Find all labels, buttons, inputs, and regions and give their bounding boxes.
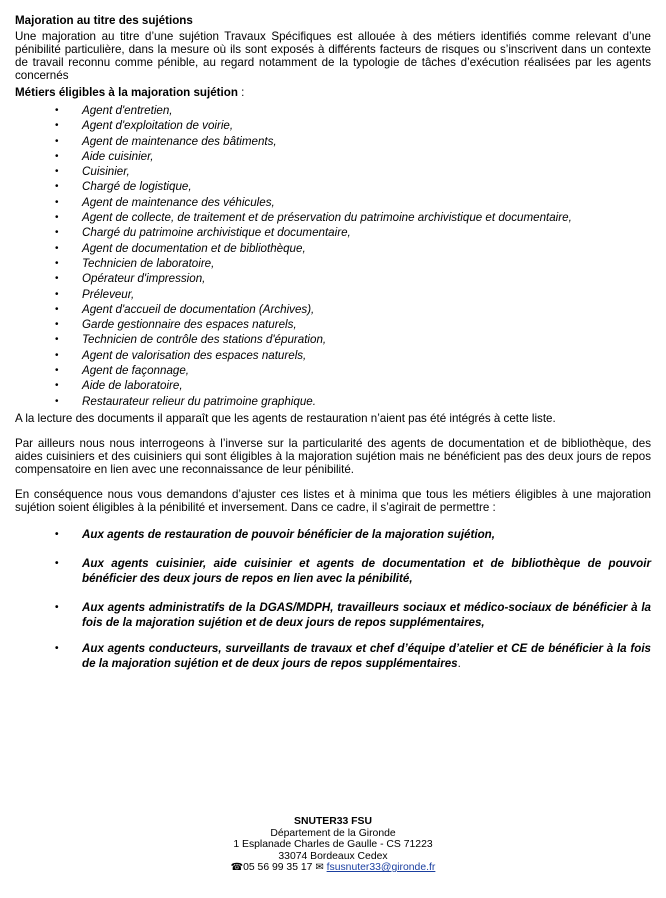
bullet-icon: •: [55, 150, 59, 162]
job-list-item: [15, 363, 651, 378]
requests-list: [15, 527, 651, 671]
request-text: Aux agents conducteurs, surveillants de travaux et chef d’équipe d’atelier et CE de bénéficier à la fois de la majoration sujétion et de deux jours de repos supplémentaires: [82, 641, 651, 670]
job-label: Agent de documentation et de bibliothèque,: [82, 241, 306, 255]
job-label: Agent de façonnage,: [82, 364, 190, 378]
request-list-item: [15, 600, 651, 630]
job-list-item: [15, 348, 651, 363]
job-list-item: [15, 210, 651, 225]
footer-city: 33074 Bordeaux Cedex: [278, 850, 388, 862]
job-list-item: [15, 195, 651, 210]
job-list-item: [15, 287, 651, 302]
job-label: Restaurateur relieur du patrimoine graphique.: [82, 394, 316, 408]
job-label: Agent de maintenance des bâtiments,: [82, 134, 277, 148]
bullet-icon: •: [55, 365, 59, 377]
job-list-item: [15, 394, 651, 409]
envelope-icon: ✉: [315, 862, 324, 873]
bullet-icon: •: [55, 181, 59, 193]
bullet-icon: •: [55, 212, 59, 224]
footer-email-link[interactable]: fsusnuter33@gironde.fr: [326, 862, 436, 873]
job-list-item: [15, 378, 651, 393]
bullet-icon: •: [55, 273, 59, 285]
job-label: Technicien de laboratoire,: [82, 256, 215, 270]
eligible-heading-colon: :: [237, 86, 245, 99]
job-label: Agent de valorisation des espaces naturels,: [82, 348, 307, 362]
bullet-icon: •: [55, 135, 59, 147]
footer: [0, 816, 666, 874]
bullet-icon: •: [55, 303, 59, 315]
telephone-icon: ☎: [230, 862, 244, 873]
request-text: Aux agents administratifs de la DGAS/MDPH, travailleurs sociaux et médico-sociaux de bénéficier à la fois de la majoration sujétion et de deux jours de repos supplémentaires,: [82, 600, 651, 629]
bullet-icon: •: [55, 319, 59, 331]
job-label: Opérateur d'impression,: [82, 272, 206, 286]
bullet-icon: •: [55, 642, 59, 654]
job-list-item: [15, 332, 651, 347]
job-label: Aide de laboratoire,: [82, 379, 183, 393]
job-label: Chargé de logistique,: [82, 180, 192, 194]
job-label: Préleveur,: [82, 287, 135, 301]
bullet-icon: •: [55, 601, 59, 613]
bullet-icon: •: [55, 120, 59, 132]
eligible-heading-text: Métiers éligibles à la majoration sujétion: [15, 86, 238, 99]
paragraph-interrogation: Par ailleurs nous nous interrogeons à l’inverse sur la particularité des agents de documentation et de bibliothèque, des aides cuisiniers et des cuisiniers qui sont éligibles à la majoration sujétion mais ne bénéficient pas des deux jours de repos compensatoire en lien avec une reconnaissance de leur pénibilité.: [15, 436, 651, 476]
footer-department: Département de la Gironde: [270, 827, 396, 839]
job-list-item: [15, 118, 651, 133]
job-list-item: [15, 103, 651, 118]
footer-address: 1 Esplanade Charles de Gaulle - CS 71223: [233, 839, 433, 850]
final-period: .: [457, 656, 461, 670]
job-label: Agent d'accueil de documentation (Archives),: [82, 302, 315, 316]
footer-contact: [0, 862, 666, 874]
intro-paragraph: Une majoration au titre d’une sujétion Travaux Spécifiques est allouée à des métiers identifiés comme relevant d’une pénibilité particulière, dans la mesure où ils sont exposés à différents facteurs de risques ou s’inscrivent dans un contexte de travail reconnu comme pénible, au regard notamment de la typologie de tâches d’exécution réalisées par les agents concernés: [15, 30, 651, 82]
bullet-icon: •: [55, 257, 59, 269]
bullet-icon: •: [55, 227, 59, 239]
eligible-jobs-list: [15, 103, 651, 409]
paragraph-consequence: En conséquence nous vous demandons d’ajuster ces listes et à minima que tous les métiers éligibles à une majoration sujétion soient éligibles à la pénibilité et inversement. Dans ce cadre, il s’agirait de permettre :: [15, 487, 651, 514]
job-label: Agent d'exploitation de voirie,: [82, 119, 234, 133]
bullet-icon: •: [55, 242, 59, 254]
request-text: Aux agents de restauration de pouvoir bénéficier de la majoration sujétion,: [82, 527, 495, 541]
request-list-item: [15, 556, 651, 586]
section-title: Majoration au titre des sujétions: [15, 14, 193, 27]
job-list-item: [15, 149, 651, 164]
job-list-item: [15, 225, 651, 240]
job-list-item: [15, 256, 651, 271]
footer-org: SNUTER33 FSU: [294, 816, 372, 827]
job-label: Technicien de contrôle des stations d'épuration,: [82, 333, 327, 347]
job-label: Agent de maintenance des véhicules,: [82, 195, 275, 209]
bullet-icon: •: [55, 557, 59, 569]
bullet-icon: •: [55, 528, 59, 540]
job-list-item: [15, 134, 651, 149]
bullet-icon: •: [55, 349, 59, 361]
bullet-icon: •: [55, 380, 59, 392]
request-list-item: [15, 527, 651, 542]
job-label: Garde gestionnaire des espaces naturels,: [82, 318, 297, 332]
bullet-icon: •: [55, 288, 59, 300]
eligible-heading: [15, 86, 651, 100]
bullet-icon: •: [55, 105, 59, 116]
bullet-icon: •: [55, 334, 59, 346]
job-list-item: [15, 317, 651, 332]
job-list-item: [15, 164, 651, 179]
paragraph-restauration: A la lecture des documents il apparaît que les agents de restauration n’aient pas été intégrés à cette liste.: [15, 411, 556, 425]
job-list-item: [15, 241, 651, 256]
footer-phone: 05 56 99 35 17: [243, 862, 313, 873]
job-list-item: [15, 302, 651, 317]
bullet-icon: •: [55, 196, 59, 208]
job-list-item: [15, 179, 651, 194]
job-label: Agent d'entretien,: [82, 104, 173, 117]
bullet-icon: •: [55, 395, 59, 407]
document-page: [15, 14, 651, 671]
job-label: Chargé du patrimoine archivistique et documentaire,: [82, 226, 351, 240]
bullet-icon: •: [55, 166, 59, 178]
job-label: Agent de collecte, de traitement et de préservation du patrimoine archivistique et documentaire,: [82, 211, 572, 225]
request-text: Aux agents cuisinier, aide cuisinier et agents de documentation et de bibliothèque de pouvoir bénéficier des deux jours de repos en lien avec la pénibilité,: [82, 556, 651, 585]
request-list-item: [15, 641, 651, 671]
job-label: Aide cuisinier,: [82, 149, 154, 163]
job-list-item: [15, 271, 651, 286]
job-label: Cuisinier,: [82, 165, 130, 179]
